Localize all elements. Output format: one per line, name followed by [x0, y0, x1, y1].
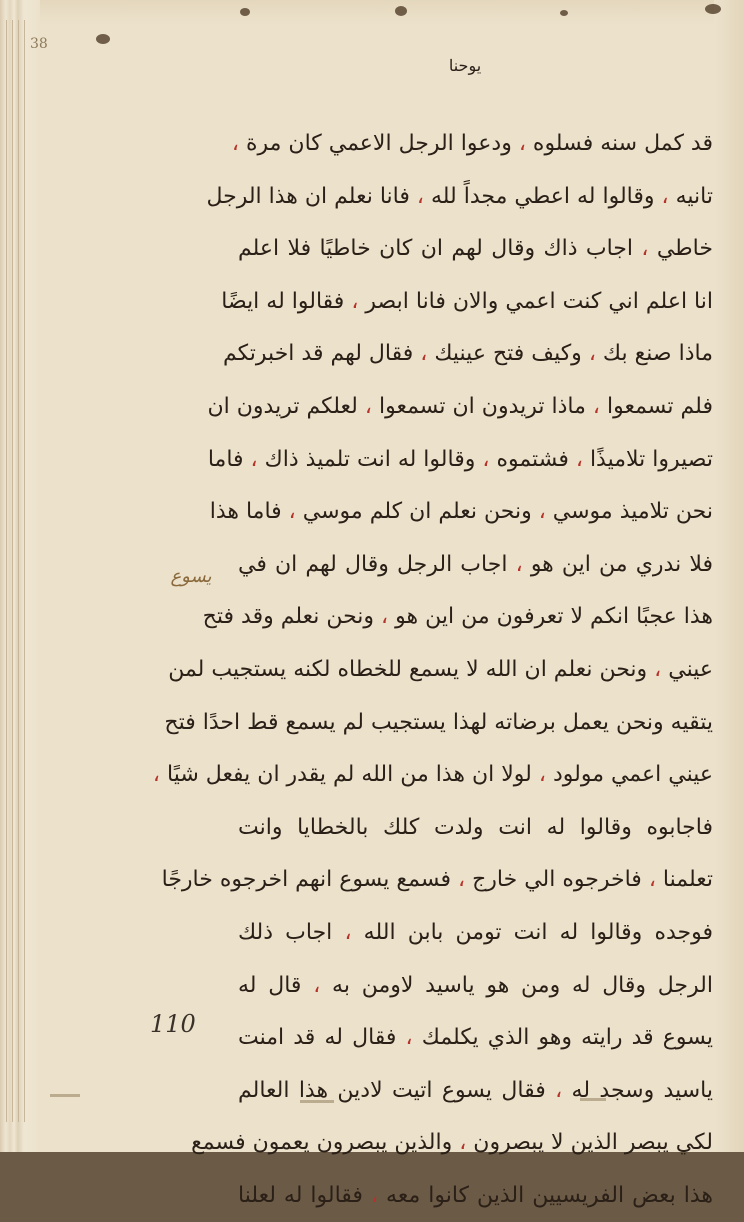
- text-line: فوجده وقالوا له انت تومن بابن الله ، اجاب ذلك: [238, 919, 713, 945]
- rubric-mark: ،: [405, 1025, 413, 1051]
- ink-stain: [560, 10, 568, 16]
- spine-line: [6, 20, 7, 1122]
- rubric-mark: ،: [588, 341, 596, 367]
- text-line: لكي يبصر الذين لا يبصرون ، والذين يبصرون يعمون فسمع: [191, 1130, 713, 1156]
- rubric-mark: ،: [592, 393, 600, 419]
- spine-line: [12, 20, 13, 1122]
- text-line: يسوع قد رايته وهو الذي يكلمك ، فقال له قد امنت: [238, 1025, 713, 1051]
- rubric-mark: ،: [370, 1182, 379, 1208]
- rubric-mark: ،: [518, 131, 526, 156]
- running-title: يوحنا: [448, 56, 482, 75]
- rubric-mark: ،: [344, 919, 352, 945]
- margin-note: يسوع: [170, 566, 212, 587]
- rubric-mark: ،: [313, 972, 321, 998]
- ink-stain: [705, 4, 721, 14]
- rubric-mark: ،: [641, 236, 649, 262]
- rubric-mark: ،: [381, 604, 389, 630]
- text-line: فلا ندري من اين هو ، اجاب الرجل وقال لهم ان في: [238, 551, 713, 577]
- text-line: هذا عجبًا انكم لا تعرفون من اين هو ، ونحن نعلم وقد فتح: [202, 604, 713, 630]
- rubric-mark: ،: [288, 499, 296, 525]
- text-line: تعلمنا ، فاخرجوه الي خارج ، فسمع يسوع انهم اخرجوه خارجًا: [161, 867, 713, 893]
- text-line: تانيه ، وقالوا له اعطي مجداً لله ، فانا نعلم ان هذا الرجل: [206, 183, 713, 209]
- rubric-mark: ،: [482, 446, 490, 472]
- text-line: هذا بعض الفريسيين الذين كانوا معه ، فقالوا له لعلنا: [238, 1182, 714, 1208]
- rubric-mark: ،: [459, 1130, 467, 1156]
- spine-line: [24, 20, 25, 1122]
- binding-spine: [0, 0, 40, 1152]
- rubric-mark: ،: [420, 341, 428, 367]
- text-line: عيني ، ونحن نعلم ان الله لا يسمع للخطاه لكنه يستجيب لمن: [168, 656, 713, 682]
- text-line: فاجابوه وقالوا له انت ولدت كلك بالخطايا وانت: [238, 814, 713, 840]
- edge-wear: [50, 1094, 80, 1097]
- ink-stain: [240, 8, 250, 16]
- rubric-mark: ،: [152, 762, 161, 788]
- rubric-mark: ،: [661, 183, 669, 209]
- text-line: الرجل وقال له ومن هو ياسيد لاومن به ، قال له: [238, 972, 713, 998]
- text-line: فلم تسمعوا ، ماذا تريدون ان تسمعوا ، لعلكم تريدون ان: [207, 393, 713, 419]
- ink-stain: [96, 34, 110, 44]
- text-line: عيني اعمي مولود ، لولا ان هذا من الله لم يقدر ان يفعل شيًا ،: [152, 762, 713, 788]
- text-line: ياسيد وسجد له ، فقال يسوع اتيت لادين هذا العالم: [238, 1077, 713, 1103]
- ink-stain: [395, 6, 407, 16]
- text-line: تصيروا تلاميذًا ، فشتموه ، وقالوا له انت تلميذ ذاك ، فاما: [207, 446, 713, 472]
- page-right-edge: [714, 0, 744, 1152]
- rubric-mark: ،: [458, 867, 466, 893]
- text-line: خاطي ، اجاب ذاك وقال لهم ان كان خاطيًا فلا اعلم: [238, 236, 713, 262]
- spine-line: [18, 20, 19, 1122]
- page-top-edge: [0, 0, 744, 26]
- rubric-mark: ،: [538, 762, 546, 788]
- text-line: نحن تلاميذ موسي ، ونحن نعلم ان كلم موسي ، فاما هذا: [209, 499, 713, 525]
- rubric-mark: ،: [654, 656, 662, 682]
- text-line: يتقيه ونحن يعمل برضاته لهذا يستجيب لم يسمع قط احدًا فتح: [164, 709, 713, 735]
- corner-mark: 38: [30, 36, 48, 52]
- rubric-mark: ،: [575, 446, 583, 472]
- text-line: ماذا صنع بك ، وكيف فتح عينيك ، فقال لهم قد اخبرتكم: [223, 341, 713, 367]
- text-line: انا اعلم اني كنت اعمي والان فانا ابصر ، فقالوا له ايضًا: [221, 288, 713, 314]
- rubric-mark: ،: [231, 131, 239, 156]
- rubric-mark: ،: [648, 867, 656, 893]
- rubric-mark: ،: [416, 183, 424, 209]
- rubric-mark: ،: [351, 288, 359, 314]
- rubric-mark: ،: [364, 393, 372, 419]
- folio-number: 110: [150, 1010, 196, 1038]
- text-line: قد كمل سنه فسلوه ، ودعوا الرجل الاعمي كان مرة ،: [231, 131, 713, 156]
- rubric-mark: ،: [250, 446, 258, 472]
- rubric-mark: ،: [555, 1077, 563, 1103]
- rubric-mark: ،: [538, 499, 546, 525]
- rubric-mark: ،: [515, 551, 523, 577]
